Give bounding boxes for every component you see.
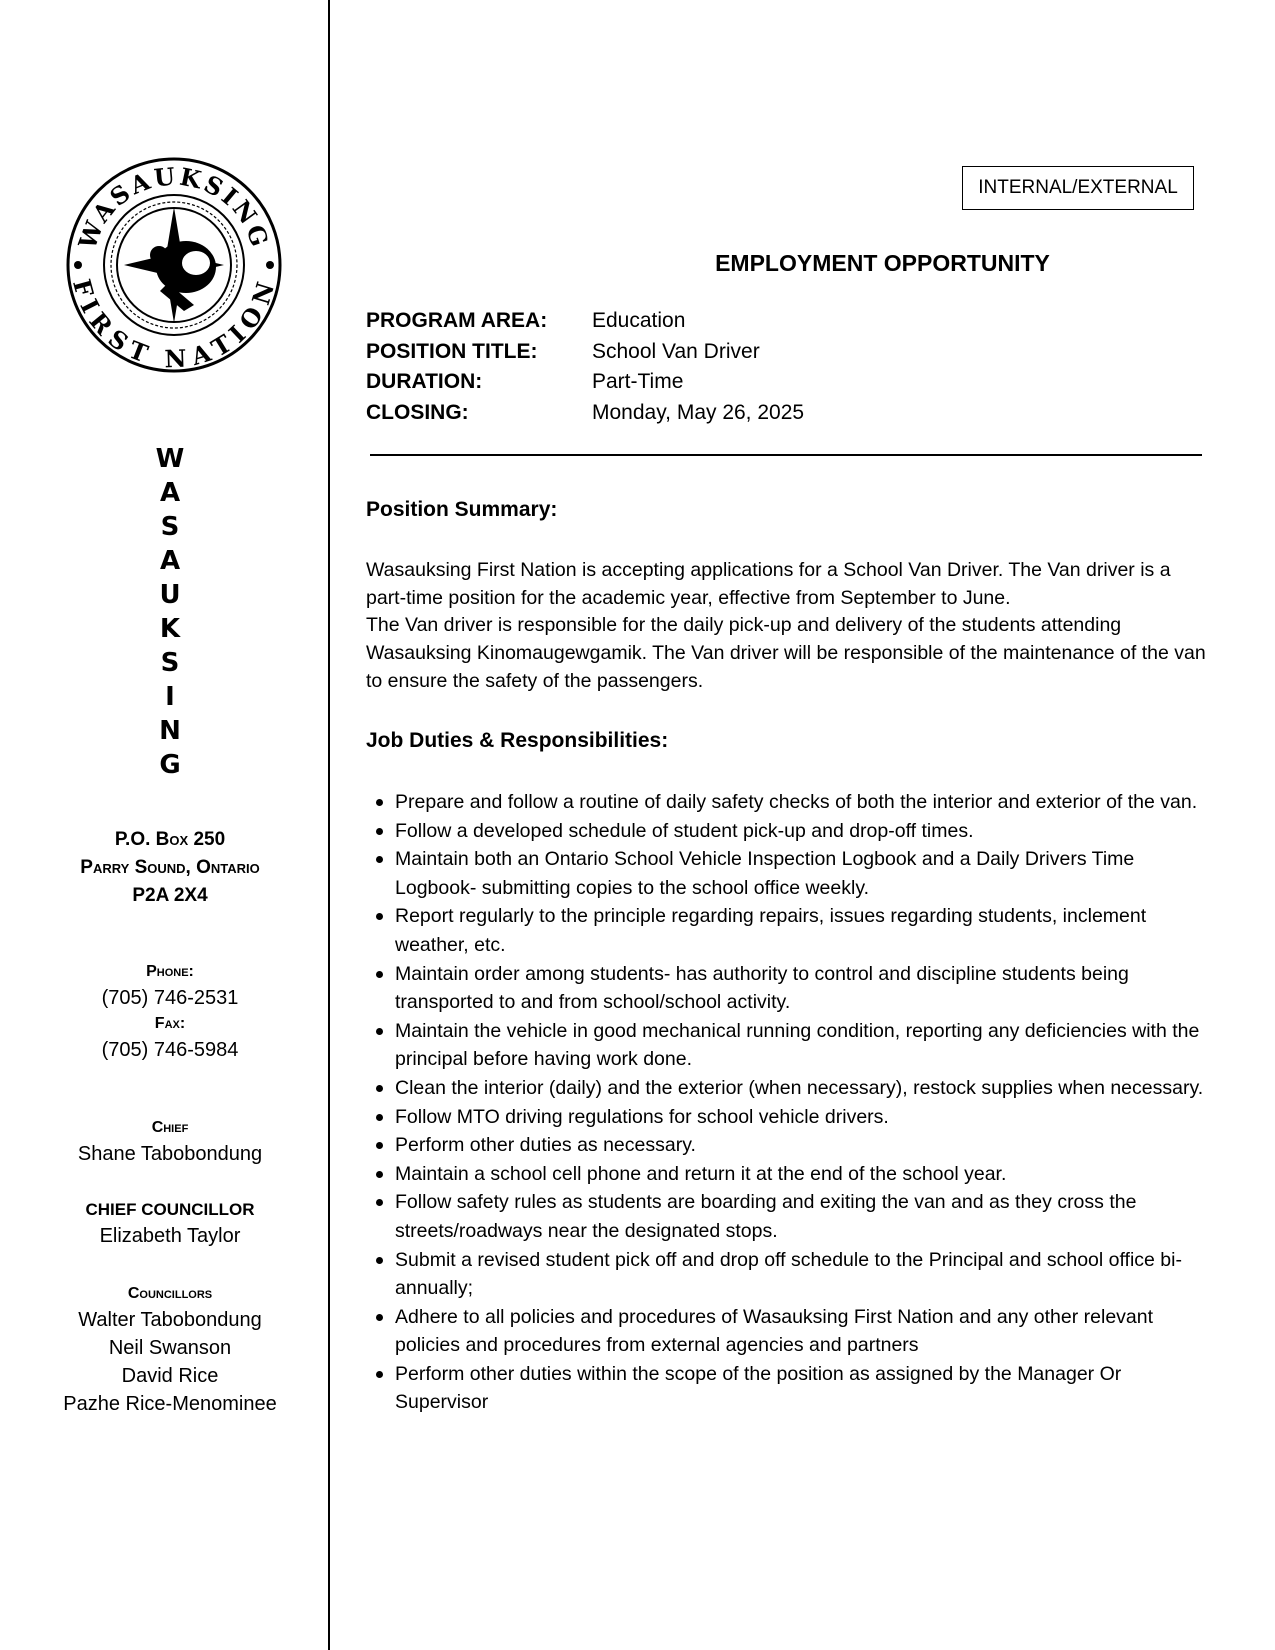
posting-type-badge: INTERNAL/EXTERNAL <box>962 166 1194 210</box>
chief-block <box>0 1116 340 1168</box>
duty-list-item: Perform other duties within the scope of the position as assigned by the Manager Or Supervisor <box>366 1360 1216 1417</box>
phone-label: Phone: <box>146 963 194 980</box>
vertical-nation-name <box>0 442 340 782</box>
info-row <box>366 398 804 429</box>
chief-councillor-name: Elizabeth Taylor <box>99 1225 241 1247</box>
duty-list-item: Report regularly to the principle regarding repairs, issues regarding students, inclement weather, etc. <box>366 902 1216 959</box>
duty-list-item: Submit a revised student pick off and drop off schedule to the Principal and school office bi-annually; <box>366 1246 1216 1303</box>
councillors-block <box>0 1282 340 1418</box>
address-line: P.O. Box 250 <box>114 829 226 850</box>
councillor-name: Neil Swanson <box>108 1337 232 1359</box>
chief-name: Shane Tabobondung <box>77 1143 263 1165</box>
info-value: Part-Time <box>592 370 684 393</box>
contact-info <box>0 960 340 1064</box>
duty-list-item: Follow safety rules as students are boarding and exiting the van and as they cross the streets/roadways near the designated stops. <box>366 1188 1216 1245</box>
fax-number: (705) 746-5984 <box>101 1039 239 1061</box>
duty-list-item: Maintain the vehicle in good mechanical running condition, reporting any deficiencies with the principal before having work done. <box>366 1017 1216 1074</box>
vertical-name-letter: I <box>165 682 175 712</box>
info-label: DURATION: <box>366 370 483 393</box>
info-value: Education <box>592 309 686 332</box>
info-label: CLOSING: <box>366 400 469 424</box>
main-content <box>330 0 1275 1650</box>
vertical-name-letter: S <box>160 648 180 678</box>
vertical-name-letter: A <box>159 478 181 508</box>
duty-list-item: Follow a developed schedule of student pick-up and drop-off times. <box>366 817 1216 846</box>
councillors-label: Councillors <box>127 1285 213 1302</box>
position-summary-heading: Position Summary: <box>366 498 558 521</box>
job-duties-list <box>366 788 1216 1417</box>
councillor-name: David Rice <box>121 1365 219 1387</box>
duty-list-item: Prepare and follow a routine of daily safety checks of both the interior and exterior of the van. <box>366 788 1216 817</box>
phone-number: (705) 746-2531 <box>101 987 239 1009</box>
seal-top-text: WASAUKSING <box>72 161 276 253</box>
duty-list-item: Follow MTO driving regulations for school vehicle drivers. <box>366 1103 1216 1132</box>
fax-label: Fax: <box>154 1015 186 1032</box>
position-summary <box>366 557 1216 696</box>
councillor-name: Pazhe Rice-Menominee <box>63 1393 277 1415</box>
vertical-name-letter: W <box>155 444 185 474</box>
address-line: Parry Sound, Ontario <box>80 857 260 878</box>
info-label: PROGRAM AREA: <box>366 309 548 332</box>
mailing-address <box>0 826 340 910</box>
summary-paragraph: The Van driver is responsible for the daily pick-up and delivery of the students attending Wasauksing Kinomaugewgamik. The Van driver will be responsible of the maintenance of the van to ensure the safety of the passengers. <box>366 614 1206 692</box>
info-row <box>366 306 804 337</box>
duty-list-item: Maintain a school cell phone and return it at the end of the school year. <box>366 1160 1216 1189</box>
wasauksing-seal-logo <box>64 155 284 375</box>
info-row <box>366 337 804 368</box>
seal-bottom-text: FIRST NATION <box>66 276 282 374</box>
chief-councillor-label: CHIEF COUNCILLOR <box>85 1200 255 1219</box>
duty-list-item: Adhere to all policies and procedures of Wasauksing First Nation and any other relevant policies and procedures from external agencies and partners <box>366 1303 1216 1360</box>
chief-councillor-block <box>0 1198 340 1250</box>
vertical-name-letter: U <box>159 580 181 610</box>
vertical-name-letter: G <box>159 750 181 780</box>
vertical-name-letter: S <box>160 512 180 542</box>
duty-list-item: Clean the interior (daily) and the exterior (when necessary), restock supplies when necessary. <box>366 1074 1216 1103</box>
info-row <box>366 367 804 398</box>
position-info <box>366 306 804 428</box>
vertical-name-letter: A <box>159 546 181 576</box>
vertical-name-letter: K <box>159 614 181 644</box>
duty-list-item: Maintain both an Ontario School Vehicle Inspection Logbook and a Daily Drivers Time Logbook- submitting copies to the school office weekly. <box>366 845 1216 902</box>
address-line: P2A 2X4 <box>132 885 208 906</box>
page-title: EMPLOYMENT OPPORTUNITY <box>715 250 1050 276</box>
job-duties-heading: Job Duties & Responsibilities: <box>366 729 669 752</box>
sidebar <box>0 0 328 1650</box>
summary-paragraph: Wasauksing First Nation is accepting applications for a School Van Driver. The Van driver is a part-time position for the academic year, effective from September to June. <box>366 559 1171 609</box>
info-label: POSITION TITLE: <box>366 339 538 363</box>
info-value: School Van Driver <box>592 339 760 363</box>
vertical-name-letter: N <box>159 716 181 746</box>
duty-list-item: Maintain order among students- has authority to control and discipline students being transported to and from school/school activity. <box>366 960 1216 1017</box>
chief-label: Chief <box>151 1119 189 1136</box>
horizontal-rule <box>370 454 1202 456</box>
duty-list-item: Perform other duties as necessary. <box>366 1131 1216 1160</box>
councillor-name: Walter Tabobondung <box>78 1309 262 1331</box>
info-value: Monday, May 26, 2025 <box>592 400 805 424</box>
